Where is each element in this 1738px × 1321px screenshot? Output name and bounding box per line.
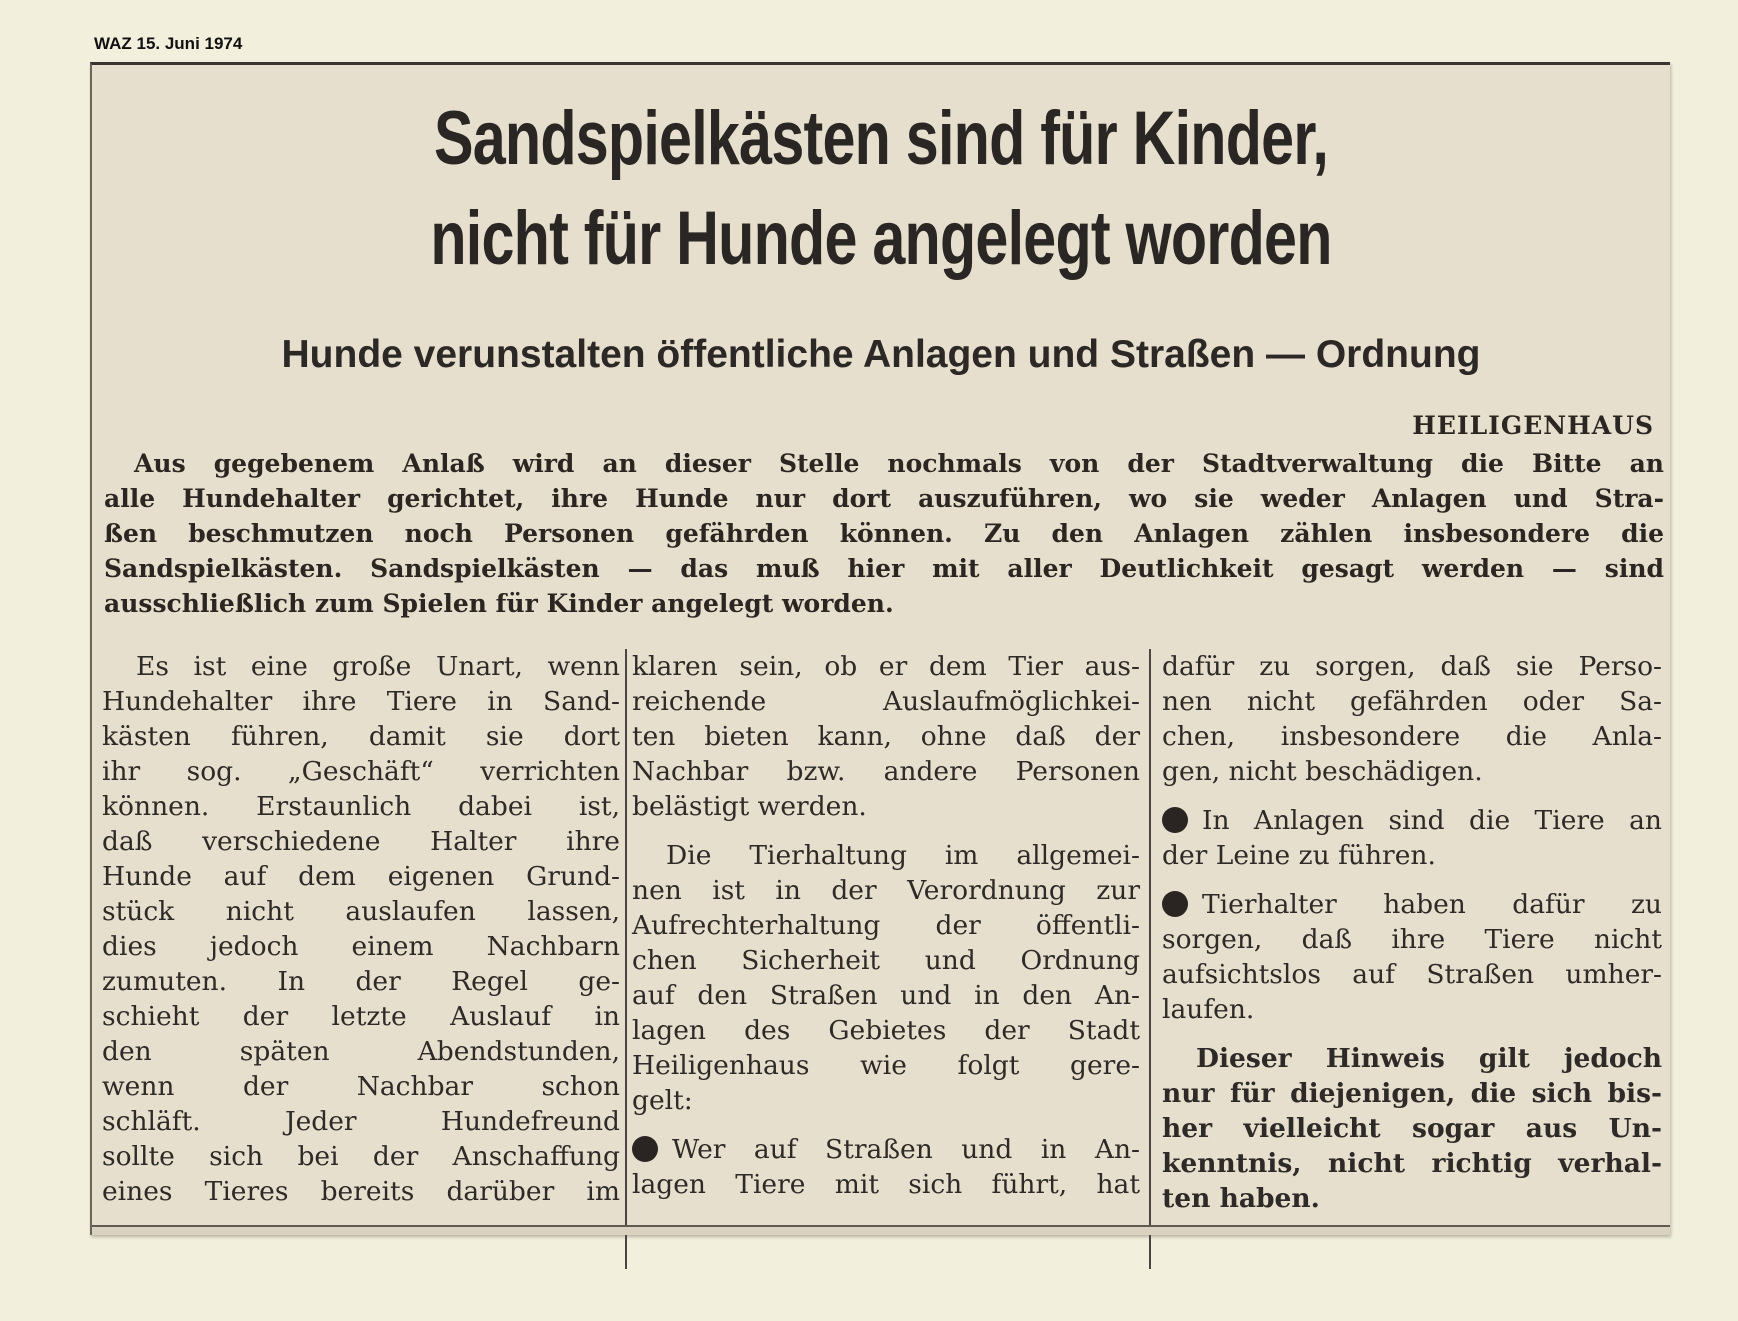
column-line: schieht der letzte Auslauf in bbox=[102, 1001, 620, 1032]
column-line: Hunde auf dem eigenen Grund- bbox=[102, 861, 620, 892]
column-line: nen nicht gefährden oder Sa- bbox=[1162, 686, 1662, 717]
column-line: Tierhalter haben dafür zu bbox=[1202, 889, 1662, 920]
lead-line: ausschließlich zum Spielen für Kinder angelegt worden. bbox=[104, 589, 894, 618]
column-line: aufsichtslos auf Straßen umher- bbox=[1162, 959, 1662, 990]
headline bbox=[266, 89, 1497, 289]
column-line: lagen Tiere mit sich führt, hat bbox=[632, 1169, 1140, 1200]
column-line: Nachbar bzw. andere Personen bbox=[632, 756, 1140, 787]
headline-line-1: Sandspielkästen sind für Kinder, bbox=[433, 96, 1329, 181]
column-line: reichende Auslaufmöglichkei- bbox=[632, 686, 1140, 717]
column-line: chen, insbesondere die Anla- bbox=[1162, 721, 1662, 752]
column-line: daß verschiedene Halter ihre bbox=[102, 826, 620, 857]
column-line: gen, nicht beschädigen. bbox=[1162, 756, 1483, 787]
column-line: Die Tierhaltung im allgemei- bbox=[666, 840, 1140, 871]
column-line: Es ist eine große Unart, wenn bbox=[136, 651, 620, 682]
column-line: Aufrechterhaltung der öffentli- bbox=[632, 910, 1140, 941]
column-line: ten bieten kann, ohne daß der bbox=[632, 721, 1140, 752]
column-line: schläft. Jeder Hundefreund bbox=[102, 1106, 620, 1137]
column-line: Hundehalter ihre Tiere in Sand- bbox=[102, 686, 620, 717]
column-line: ten haben. bbox=[1162, 1183, 1320, 1214]
column-line: ihr sog. „Geschäft“ verrichten bbox=[102, 756, 620, 787]
column-line: kenntnis, nicht richtig verhal- bbox=[1162, 1148, 1662, 1179]
column-1 bbox=[102, 649, 620, 1209]
column-line: zumuten. In der Regel ge- bbox=[102, 966, 620, 997]
column-line: wenn der Nachbar schon bbox=[102, 1071, 620, 1102]
column-line: sorgen, daß ihre Tiere nicht bbox=[1162, 924, 1662, 955]
bullet-item bbox=[1162, 887, 1662, 922]
dateline: HEILIGENHAUS bbox=[1412, 411, 1654, 440]
column-line: kästen führen, damit sie dort bbox=[102, 721, 620, 752]
closing-note bbox=[1162, 1041, 1662, 1216]
source-note: WAZ 15. Juni 1974 bbox=[94, 34, 243, 53]
column-line: dies jedoch einem Nachbarn bbox=[102, 931, 620, 962]
column-line: können. Erstaunlich dabei ist, bbox=[102, 791, 620, 822]
column-2 bbox=[632, 649, 1140, 1202]
column-line: her vielleicht sogar aus Un- bbox=[1162, 1113, 1662, 1144]
column-line: den späten Abendstunden, bbox=[102, 1036, 620, 1067]
bullet-item bbox=[632, 1132, 1140, 1167]
column-line: sollte sich bei der Anschaffung bbox=[102, 1141, 620, 1172]
column-line: Wer auf Straßen und in An- bbox=[672, 1134, 1140, 1165]
bullet-item bbox=[1162, 803, 1662, 838]
bullet-dot-icon bbox=[1162, 807, 1188, 833]
column-line: belästigt werden. bbox=[632, 791, 867, 822]
column-divider bbox=[625, 649, 627, 1269]
column-line: dafür zu sorgen, daß sie Perso- bbox=[1162, 651, 1662, 682]
lead-line: Aus gegebenem Anlaß wird an dieser Stelle nochmals von der Stadtverwaltung die Bitte an bbox=[134, 449, 1664, 478]
column-line: gelt: bbox=[632, 1085, 693, 1116]
column-line: eines Tieres bereits darüber im bbox=[102, 1176, 620, 1207]
column-line: stück nicht auslaufen lassen, bbox=[102, 896, 620, 927]
lead-line: Sandspielkästen. Sandspielkästen — das muß hier mit aller Deutlichkeit gesagt werden — sind bbox=[104, 554, 1664, 583]
lead-paragraph bbox=[104, 446, 1664, 621]
bullet-dot-icon bbox=[632, 1136, 658, 1162]
headline-line-2: nicht für Hunde angelegt worden bbox=[430, 196, 1332, 281]
bullet-dot-icon bbox=[1162, 891, 1188, 917]
column-3 bbox=[1162, 649, 1662, 1216]
column-line: chen Sicherheit und Ordnung bbox=[632, 945, 1140, 976]
column-line: In Anlagen sind die Tiere an bbox=[1202, 805, 1662, 836]
lead-line: ßen beschmutzen noch Personen gefährden können. Zu den Anlagen zählen insbesondere die bbox=[104, 519, 1664, 548]
column-line: klaren sein, ob er dem Tier aus- bbox=[632, 651, 1140, 682]
column-divider bbox=[1149, 649, 1151, 1269]
column-line: laufen. bbox=[1162, 994, 1255, 1025]
column-line: nur für diejenigen, die sich bis- bbox=[1162, 1078, 1662, 1109]
lead-line: alle Hundehalter gerichtet, ihre Hunde nur dort auszuführen, wo sie weder Anlagen und Stra- bbox=[104, 484, 1664, 513]
column-line: auf den Straßen und in den An- bbox=[632, 980, 1140, 1011]
column-line: Dieser Hinweis gilt jedoch bbox=[1196, 1043, 1662, 1074]
column-line: Heiligenhaus wie folgt gere- bbox=[632, 1050, 1140, 1081]
newspaper-clipping bbox=[90, 62, 1670, 1235]
column-line: der Leine zu führen. bbox=[1162, 840, 1436, 871]
column-line: lagen des Gebietes der Stadt bbox=[632, 1015, 1140, 1046]
subheadline: Hunde verunstalten öffentliche Anlagen und Straßen — Ordnung bbox=[281, 333, 1481, 376]
column-line: nen ist in der Verordnung zur bbox=[632, 875, 1140, 906]
